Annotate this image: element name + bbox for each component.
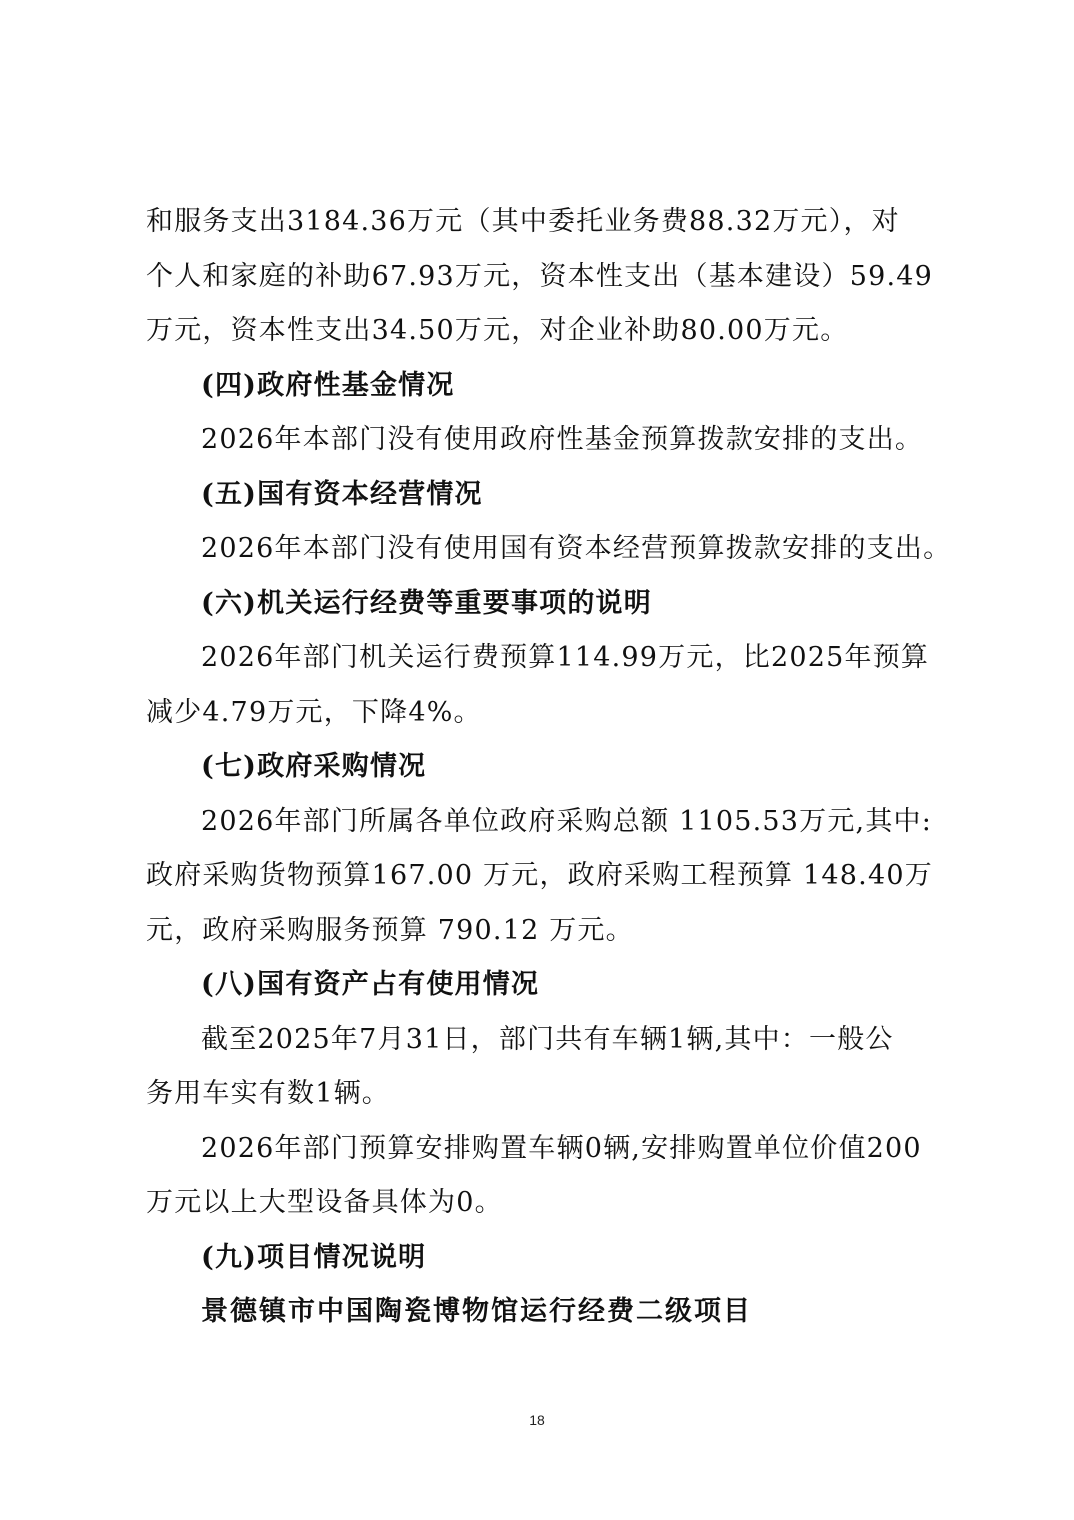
body-line: 元，政府采购服务预算 790.12 万元。 [146, 914, 634, 946]
section-heading-7: (七)政府采购情况 [201, 751, 427, 782]
body-line: 截至2025年7月31日，部门共有车辆1辆,其中：一般公 [201, 1023, 894, 1055]
page-number: 18 [529, 1412, 545, 1428]
body-line: 个人和家庭的补助67.93万元，资本性支出（基本建设）59.49 [146, 260, 933, 292]
body-line: 2026年本部门没有使用政府性基金预算拨款安排的支出。 [201, 424, 924, 455]
section-heading-4: (四)政府性基金情况 [201, 369, 455, 401]
section-heading-5: (五)国有资本经营情况 [201, 478, 483, 510]
body-line: 2026年部门机关运行费预算114.99万元，比2025年预算 [201, 642, 930, 673]
body-line: 和服务支出3184.36万元（其中委托业务费88.32万元），对 [146, 206, 900, 237]
project-title: 景德镇市中国陶瓷博物馆运行经费二级项目 [201, 1296, 752, 1327]
body-line: 万元以上大型设备具体为0。 [146, 1187, 503, 1218]
body-line: 务用车实有数1辆。 [146, 1078, 390, 1109]
body-line: 2026年本部门没有使用国有资本经营预算拨款安排的支出。 [201, 533, 952, 564]
body-line: 2026年部门预算安排购置车辆0辆,安排购置单位价值200 [201, 1132, 922, 1164]
section-heading-6: (六)机关运行经费等重要事项的说明 [201, 587, 652, 619]
section-heading-9: (九)项目情况说明 [201, 1241, 427, 1273]
document-body [146, 195, 952, 1340]
body-line: 2026年部门所属各单位政府采购总额 1105.53万元,其中: [201, 805, 933, 837]
body-line: 万元，资本性支出34.50万元，对企业补助80.00万元。 [146, 315, 849, 346]
section-heading-8: (八)国有资产占有使用情况 [201, 969, 540, 1000]
body-line: 减少4.79万元，下降4%。 [146, 696, 482, 728]
body-line: 政府采购货物预算167.00 万元，政府采购工程预算 148.40万 [146, 860, 933, 891]
